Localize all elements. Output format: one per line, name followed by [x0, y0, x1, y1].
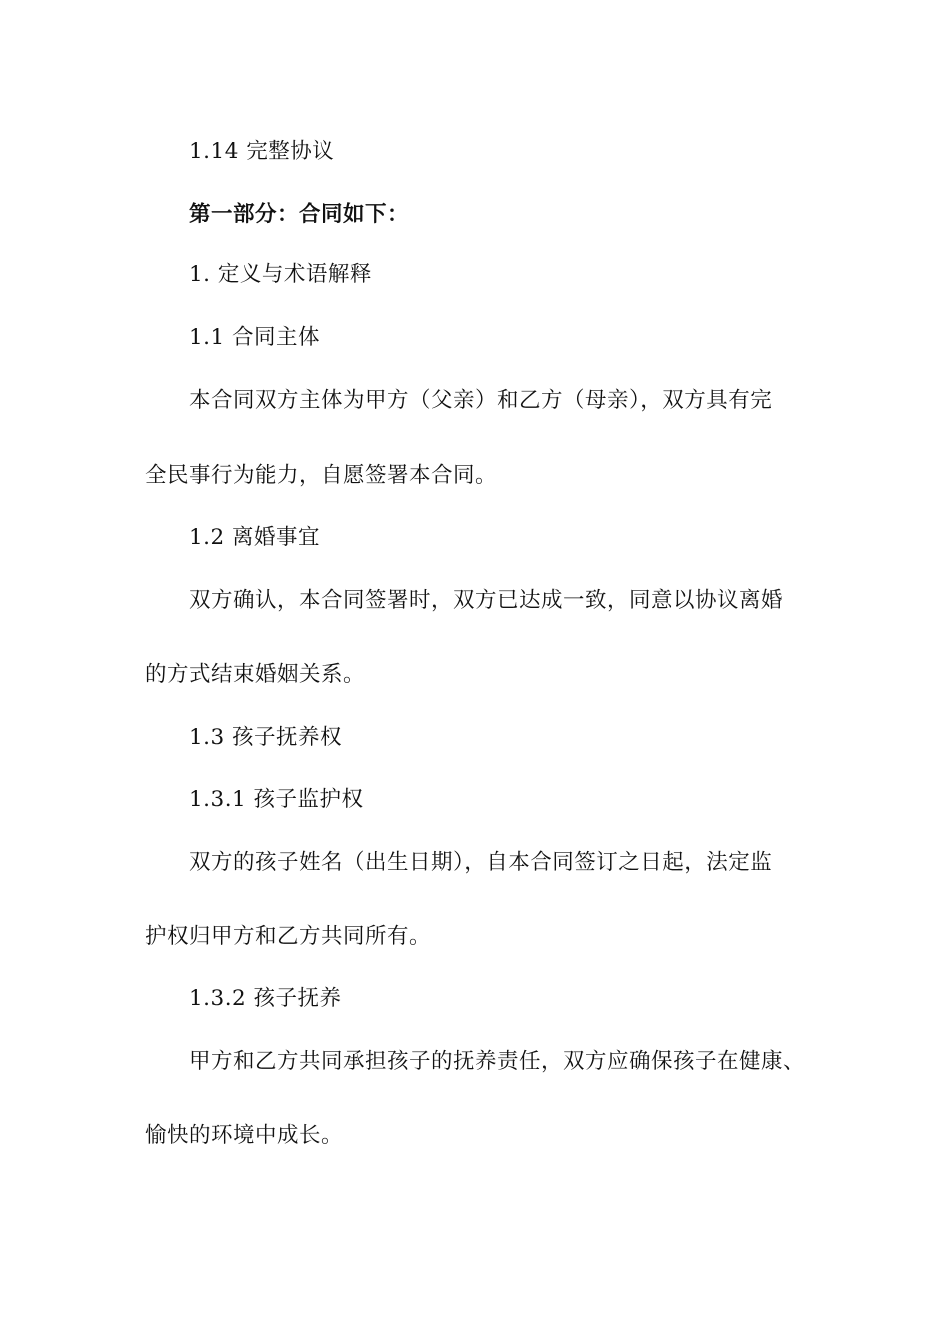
section-1-3-1-heading: 1.3.1 孩子监护权	[189, 787, 364, 812]
paragraph-1-2-line-1: 双方确认，本合同签署时，双方已达成一致，同意以协议离婚	[189, 588, 784, 613]
paragraph-1-3-1-line-1: 双方的孩子姓名（出生日期），自本合同签订之日起，法定监	[189, 850, 773, 875]
section-1-1-heading: 1.1 合同主体	[189, 325, 321, 350]
paragraph-1-3-2-line-1: 甲方和乙方共同承担孩子的抚养责任，双方应确保孩子在健康、	[189, 1049, 806, 1074]
paragraph-1-3-2-line-2: 愉快的环境中成长。	[145, 1123, 344, 1148]
section-1-heading: 1. 定义与术语解释	[189, 262, 372, 287]
section-1-3-heading: 1.3 孩子抚养权	[189, 725, 343, 750]
paragraph-1-2-line-2: 的方式结束婚姻关系。	[145, 662, 366, 687]
paragraph-1-1-line-2: 全民事行为能力，自愿签署本合同。	[145, 463, 498, 488]
paragraph-1-1-line-1: 本合同双方主体为甲方（父亲）和乙方（母亲），双方具有完	[189, 388, 773, 413]
heading-1-14: 1.14 完整协议	[189, 139, 335, 164]
section-1-3-2-heading: 1.3.2 孩子抚养	[189, 986, 342, 1011]
paragraph-1-3-1-line-2: 护权归甲方和乙方共同所有。	[145, 924, 432, 949]
section-1-2-heading: 1.2 离婚事宜	[189, 525, 321, 550]
part-one-title: 第一部分：合同如下：	[189, 202, 410, 227]
